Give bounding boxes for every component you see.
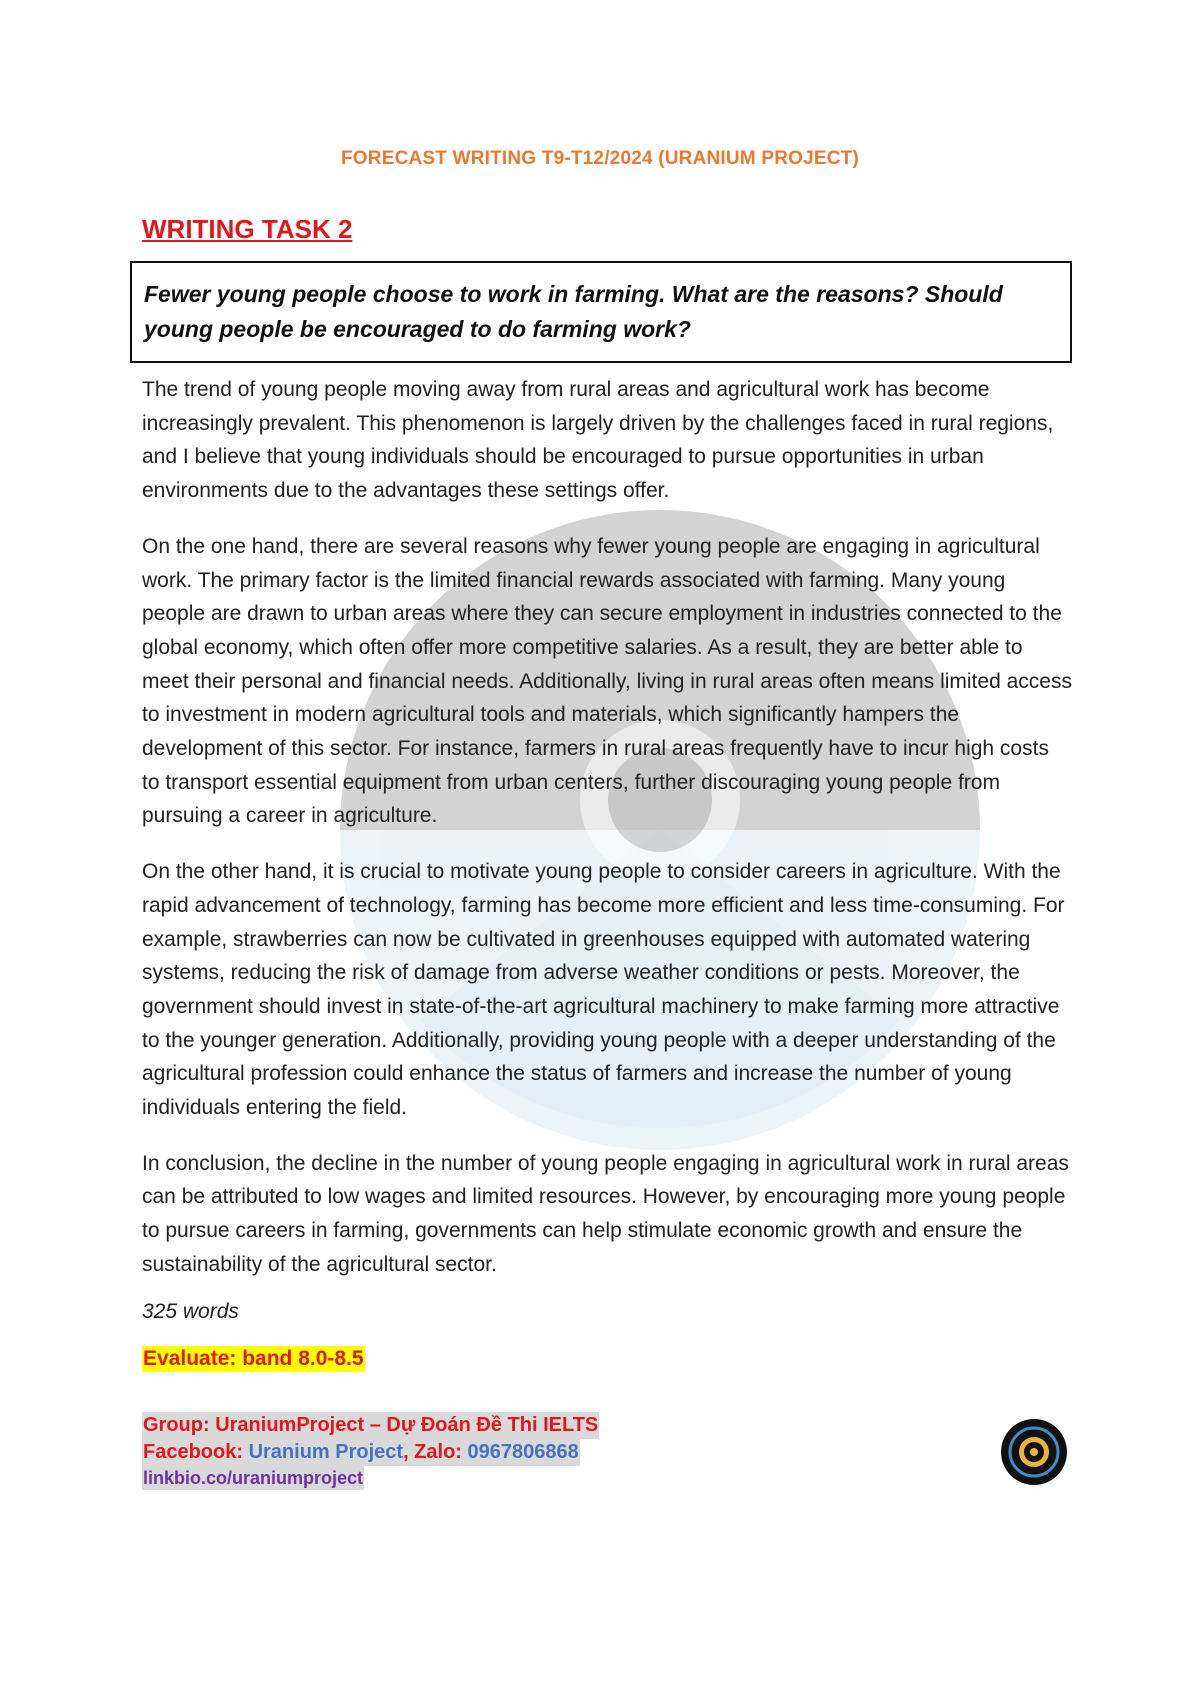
- word-count: 325 words: [142, 1299, 239, 1323]
- task-prompt-box: [130, 261, 1072, 363]
- essay-paragraph-body-2: On the other hand, it is crucial to motivate young people to consider careers in agriculture. With the rapid advancement of technology, farming has become more efficient and less time-consuming. For example, strawberries can now be cultivated in greenhouses equipped with automated watering systems, reducing the risk of damage from adverse weather conditions or pests. Moreover, the government should invest in state-of-the-art agricultural machinery to make farming more attractive to the younger generation. Additionally, providing young people with a deeper understanding of the agricultural profession could enhance the status of farmers and increase the number of young individuals entering the field.: [142, 860, 1065, 1120]
- zalo-label: , Zalo:: [403, 1440, 468, 1463]
- footer: [142, 1412, 1072, 1490]
- evaluate-band: Evaluate: band 8.0-8.5: [143, 1346, 364, 1370]
- essay-paragraph-body-1: On the one hand, there are several reasons why fewer young people are engaging in agricultural work. The primary factor is the limited financial rewards associated with farming. Many young people are drawn to urban areas where they can secure employment in industries connected to the global economy, which often offer more competitive salaries. As a result, they are better able to meet their personal and financial needs. Additionally, living in rural areas often means limited access to investment in modern agricultural tools and materials, which significantly hampers the development of this sector. For instance, farmers in rural areas frequently have to incur high costs to transport essential equipment from urban centers, further discouraging young people from pursuing a career in agriculture.: [142, 534, 1072, 828]
- essay-body: [142, 373, 1072, 1282]
- uranium-project-logo-icon: [1000, 1418, 1068, 1486]
- task-heading: WRITING TASK 2: [142, 214, 353, 244]
- facebook-label: Facebook:: [143, 1440, 249, 1463]
- footer-group-text: Group: UraniumProject – Dự Đoán Đề Thi IELTS: [142, 1412, 599, 1439]
- essay-paragraph-conclusion: In conclusion, the decline in the number of young people engaging in agricultural work in rural areas can be attributed to low wages and limited resources. However, by encouraging more young people to pursue careers in farming, governments can help stimulate economic growth and ensure the sustainability of the agricultural sector.: [142, 1151, 1069, 1276]
- zalo-number-link[interactable]: 0967806868: [467, 1440, 579, 1463]
- footer-contact-line: [142, 1439, 580, 1466]
- essay-paragraph-intro: The trend of young people moving away from rural areas and agricultural work has become increasingly prevalent. This phenomenon is largely driven by the challenges faced in rural regions, and I believe that young individuals should be encouraged to pursue opportunities in urban environments due to the advantages these settings offer.: [142, 378, 1054, 503]
- forecast-title: FORECAST WRITING T9-T12/2024 (URANIUM PROJECT): [340, 148, 860, 169]
- facebook-link[interactable]: Uranium Project: [248, 1440, 404, 1463]
- linkbio-link[interactable]: linkbio.co/uraniumproject: [143, 1467, 364, 1488]
- document-content: [142, 148, 1072, 1490]
- task-prompt: Fewer young people choose to work in farming. What are the reasons? Should young people be encouraged to do farming work?: [144, 281, 1003, 342]
